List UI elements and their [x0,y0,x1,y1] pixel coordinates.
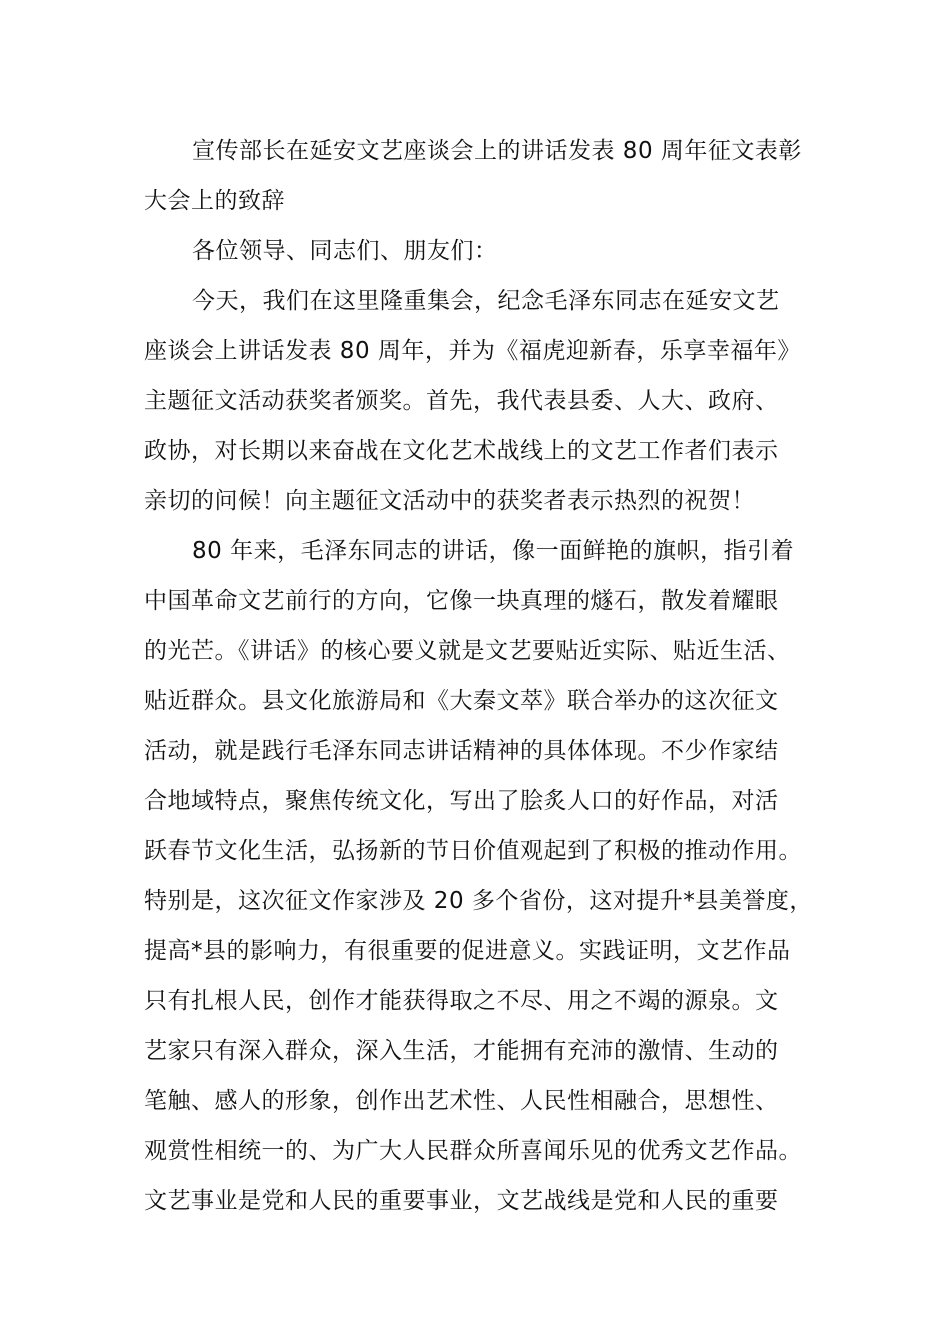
paragraph-2-line-8: 特别是，这次征文作家涉及 20 多个省份，这对提升*县美誉度， [144,888,813,914]
paragraph-1-line-4: 政协，对长期以来奋战在文化艺术战线上的文艺工作者们表示 [144,438,779,464]
paragraph-1-line-3: 主题征文活动获奖者颁奖。首先，我代表县委、人大、政府、 [144,388,779,414]
paragraph-2-line-13: 观赏性相统一的、为广大人民群众所喜闻乐见的优秀文艺作品。 [144,1138,802,1164]
paragraph-2-line-11: 艺家只有深入群众，深入生活，才能拥有充沛的激情、生动的 [144,1038,779,1064]
paragraph-1-line-5: 亲切的问候！向主题征文活动中的获奖者表示热烈的祝贺！ [144,488,755,514]
paragraph-2-line-9: 提高*县的影响力，有很重要的促进意义。实践证明，文艺作品 [144,938,791,964]
title-line-2: 大会上的致辞 [144,188,285,214]
paragraph-2-line-4: 贴近群众。县文化旅游局和《大秦文萃》联合举办的这次征文 [144,688,779,714]
paragraph-2-line-2: 中国革命文艺前行的方向，它像一块真理的燧石，散发着耀眼 [144,588,779,614]
paragraph-2-line-7: 跃春节文化生活，弘扬新的节日价值观起到了积极的推动作用。 [144,838,802,864]
title-line-1: 宣传部长在延安文艺座谈会上的讲话发表 80 周年征文表彰 [192,138,802,164]
paragraph-2-line-12: 笔触、感人的形象，创作出艺术性、人民性相融合，思想性、 [144,1088,779,1114]
paragraph-2-line-6: 合地域特点，聚焦传统文化，写出了脍炙人口的好作品，对活 [144,788,779,814]
paragraph-1-line-2: 座谈会上讲话发表 80 周年，并为《福虎迎新春，乐享幸福年》 [144,338,801,364]
paragraph-2-line-5: 活动，就是践行毛泽东同志讲话精神的具体体现。不少作家结 [144,738,779,764]
paragraph-2-line-3: 的光芒。《讲话》的核心要义就是文艺要贴近实际、贴近生活、 [144,638,791,664]
paragraph-2-line-10: 只有扎根人民，创作才能获得取之不尽、用之不竭的源泉。文 [144,988,779,1014]
paragraph-1-line-1: 今天，我们在这里隆重集会，纪念毛泽东同志在延安文艺 [192,288,780,314]
paragraph-2-line-14: 文艺事业是党和人民的重要事业，文艺战线是党和人民的重要 [144,1188,779,1214]
paragraph-2-line-1: 80 年来，毛泽东同志的讲话，像一面鲜艳的旗帜，指引着 [192,538,795,564]
salutation: 各位领导、同志们、朋友们： [192,238,498,264]
